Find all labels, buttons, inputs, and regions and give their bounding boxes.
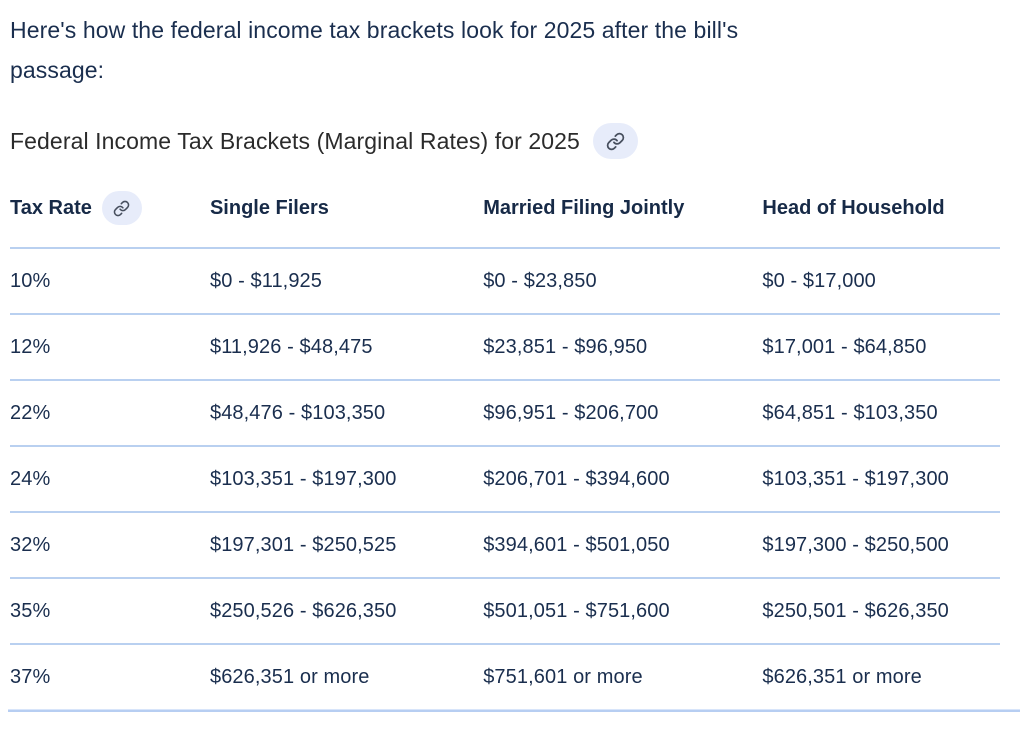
cell-single: $626,351 or more [209, 666, 370, 688]
cell-single: $103,351 - $197,300 [210, 446, 483, 512]
intro-paragraph [10, 10, 1000, 90]
table-row [10, 248, 1000, 314]
cell-single: $11,926 - $48,475 [210, 314, 483, 380]
cell-married: $751,601 or more [483, 666, 643, 688]
cell-single: $0 - $11,925 [210, 248, 483, 314]
cell-hoh: $64,851 - $103,350 [762, 380, 1000, 446]
column-header-single-filers: Single Filers [210, 183, 483, 248]
cell-tax-rate: 32% [10, 512, 210, 578]
cell-tax-rate: 10% [10, 248, 210, 314]
table-row [10, 380, 1000, 446]
table-row [10, 314, 1000, 380]
cell-tax-rate: 37% [10, 666, 51, 688]
table-row [10, 512, 1000, 578]
cell-married: $394,601 - $501,050 [483, 512, 762, 578]
cell-married: $23,851 - $96,950 [483, 314, 762, 380]
column-header-head-of-household: Head of Household [762, 183, 1000, 248]
table-header-row [10, 183, 1000, 248]
section-heading [10, 121, 1000, 161]
cell-hoh: $17,001 - $64,850 [762, 314, 1000, 380]
cell-tax-rate: 24% [10, 446, 210, 512]
intro-line-2: passage: [10, 57, 105, 83]
section-title: Federal Income Tax Brackets (Marginal Rates) for 2025 [10, 127, 580, 154]
cell-hoh: $0 - $17,000 [762, 248, 1000, 314]
intro-line-1: Here's how the federal income tax brackets look for 2025 after the bill's [10, 17, 739, 43]
cell-single: $197,301 - $250,525 [210, 512, 483, 578]
bottom-divider [8, 709, 1020, 712]
cell-married: $96,951 - $206,700 [483, 380, 762, 446]
tax-brackets-table [10, 183, 1000, 710]
table-row [10, 446, 1000, 512]
cell-tax-rate: 12% [10, 314, 210, 380]
cell-married: $501,051 - $751,600 [483, 578, 762, 644]
cell-tax-rate: 35% [10, 578, 210, 644]
cell-married: $0 - $23,850 [483, 248, 762, 314]
cell-hoh: $103,351 - $197,300 [762, 446, 1000, 512]
cell-hoh: $197,300 - $250,500 [762, 512, 1000, 578]
column-header-tax-rate: Tax Rate [10, 196, 92, 219]
table-row [10, 644, 1000, 710]
cell-tax-rate: 22% [10, 380, 210, 446]
link-icon [113, 200, 130, 217]
cell-hoh: $626,351 or more [762, 666, 922, 688]
section-anchor-link-button[interactable] [593, 123, 638, 159]
cell-single: $250,526 - $626,350 [210, 578, 483, 644]
tax-rate-anchor-link-button[interactable] [102, 191, 142, 225]
column-header-married-jointly: Married Filing Jointly [483, 183, 762, 248]
cell-single: $48,476 - $103,350 [210, 380, 483, 446]
cell-hoh: $250,501 - $626,350 [762, 578, 1000, 644]
cell-married: $206,701 - $394,600 [483, 446, 762, 512]
table-row [10, 578, 1000, 644]
link-icon [606, 132, 625, 151]
